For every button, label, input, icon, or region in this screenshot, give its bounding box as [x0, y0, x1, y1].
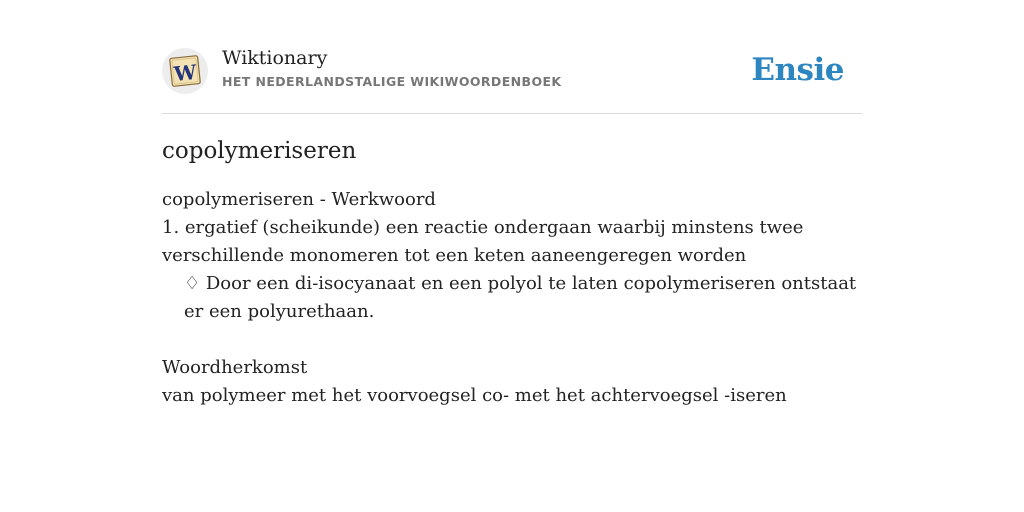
- ensie-link[interactable]: Ensie: [751, 52, 844, 88]
- brand-subtitle: HET NEDERLANDSTALIGE WIKIWOORDENBOEK: [222, 74, 562, 89]
- entry-card: [162, 44, 862, 410]
- etymology-text: van polymeer met het voorvoegsel co- met het achtervoegsel -iseren: [162, 385, 787, 406]
- entry-example: ♢ Door een di-isocyanaat en een polyol te laten copolymeriseren ontstaat er een polyurethaan.: [184, 273, 857, 322]
- entry-definition: 1. ergatief (scheikunde) een reactie ondergaan waarbij minstens twee verschillende monomeren tot een keten aaneengeregen worden: [162, 217, 804, 266]
- entry-headline: copolymeriseren - Werkwoord: [162, 189, 436, 210]
- site-header: [162, 44, 862, 114]
- etymology-heading: Woordherkomst: [162, 357, 308, 378]
- wiktionary-logo-icon[interactable]: [162, 48, 208, 94]
- page-title: copolymeriseren: [162, 138, 357, 164]
- brand-name[interactable]: Wiktionary: [222, 47, 328, 69]
- logo-letter: W: [172, 59, 198, 87]
- spacer: [162, 326, 862, 354]
- entry-content: [162, 186, 862, 410]
